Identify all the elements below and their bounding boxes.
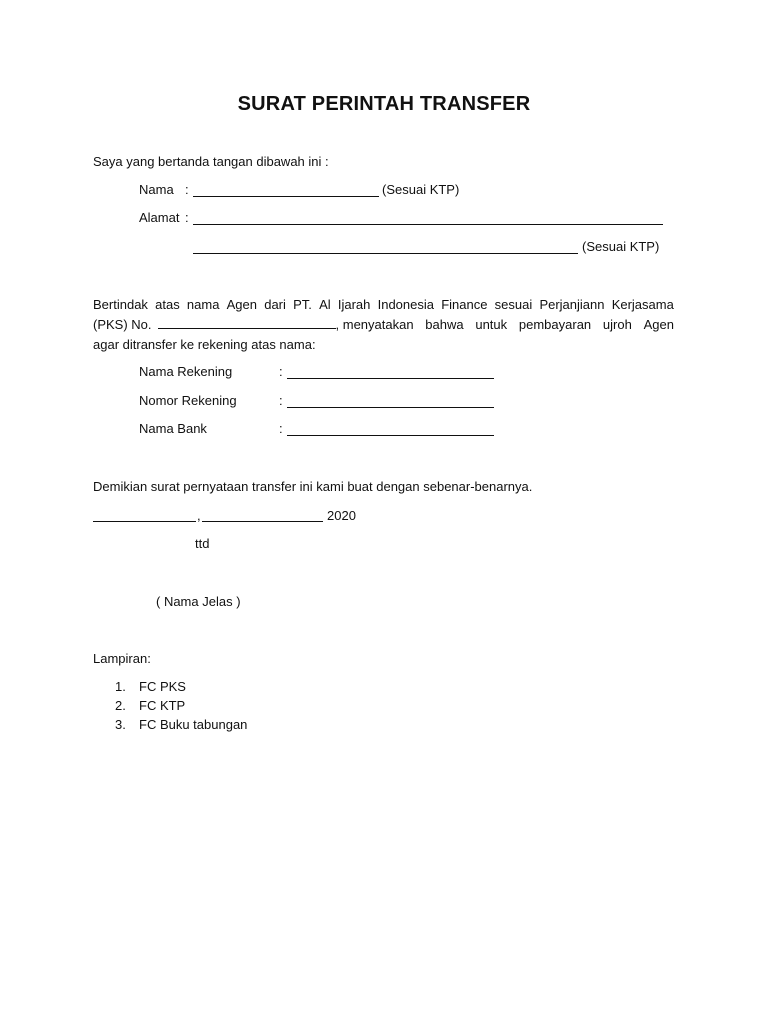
ktp-note-2: (Sesuai KTP) xyxy=(582,239,660,254)
paragraph-word: sesuai xyxy=(494,297,533,312)
attachment-item-3: FC Buku tabungan xyxy=(139,717,248,732)
alamat-colon: : xyxy=(185,210,189,225)
signature-ttd: ttd xyxy=(195,536,210,551)
document-title: SURAT PERINTAH TRANSFER xyxy=(237,93,531,115)
paragraph-word: PT. xyxy=(293,297,312,312)
date-day-month-blank[interactable] xyxy=(202,521,323,522)
nama-label: Nama xyxy=(139,182,174,197)
paragraph-word: untuk xyxy=(475,317,508,332)
alamat-label: Alamat xyxy=(139,210,180,225)
paragraph-word: Bertindak xyxy=(93,297,148,312)
attachments-heading: Lampiran: xyxy=(93,651,151,666)
nama-colon: : xyxy=(185,182,189,197)
paragraph-line-1 xyxy=(93,295,674,315)
paragraph-word: ujroh xyxy=(602,317,632,332)
ktp-note-1: (Sesuai KTP) xyxy=(382,182,460,197)
paragraph-line-3 xyxy=(93,335,674,355)
paragraph-word: Al xyxy=(319,297,331,312)
closing-statement: Demikian surat pernyataan transfer ini kami buat dengan sebenar-benarnya. xyxy=(93,479,533,494)
paragraph-word: Agen xyxy=(643,317,674,332)
date-year: 2020 xyxy=(327,508,356,523)
alamat-blank-2[interactable] xyxy=(193,253,578,254)
paragraph-line-3-text: agar ditransfer ke rekening atas nama: xyxy=(93,337,316,352)
signature-name: ( Nama Jelas ) xyxy=(156,594,241,609)
paragraph-word: bahwa xyxy=(425,317,464,332)
paragraph-word: Ijarah xyxy=(337,297,371,312)
pks-number-blank[interactable] xyxy=(158,316,336,329)
account-colon-3: : xyxy=(279,421,283,436)
account-blank-nama-rekening[interactable] xyxy=(287,378,494,379)
attachment-item-1: FC PKS xyxy=(139,679,186,694)
paragraph-word: Perjanjiann xyxy=(539,297,605,312)
attachment-number-3: 3. xyxy=(115,717,126,732)
account-label-nomor-rekening: Nomor Rekening xyxy=(139,393,237,408)
date-place-blank[interactable] xyxy=(93,521,196,522)
nama-blank[interactable] xyxy=(193,196,379,197)
account-label-nama-bank: Nama Bank xyxy=(139,421,207,436)
paragraph-word: Agen xyxy=(226,297,258,312)
intro-text: Saya yang bertanda tangan dibawah ini : xyxy=(93,154,329,169)
pks-label: (PKS) No. xyxy=(93,317,152,332)
alamat-blank-1[interactable] xyxy=(193,224,663,225)
account-label-nama-rekening: Nama Rekening xyxy=(139,364,233,379)
account-blank-nama-bank[interactable] xyxy=(287,435,494,436)
paragraph-word: dari xyxy=(264,297,286,312)
paragraph-word: Kerjasama xyxy=(611,297,674,312)
paragraph-word: Indonesia xyxy=(377,297,434,312)
account-blank-nomor-rekening[interactable] xyxy=(287,407,494,408)
date-comma: , xyxy=(197,508,201,523)
paragraph-word: , menyatakan xyxy=(335,317,414,332)
paragraph-word: Finance xyxy=(441,297,488,312)
attachment-item-2: FC KTP xyxy=(139,698,186,713)
account-colon-2: : xyxy=(279,393,283,408)
paragraph-pks-segment xyxy=(93,315,414,335)
paragraph-word: pembayaran xyxy=(518,317,592,332)
paragraph-line-2 xyxy=(93,315,674,335)
paragraph-word: atas xyxy=(155,297,180,312)
attachment-number-2: 2. xyxy=(115,698,126,713)
attachment-number-1: 1. xyxy=(115,679,126,694)
account-colon-1: : xyxy=(279,364,283,379)
mandate-paragraph xyxy=(93,295,674,355)
paragraph-word: nama xyxy=(186,297,220,312)
